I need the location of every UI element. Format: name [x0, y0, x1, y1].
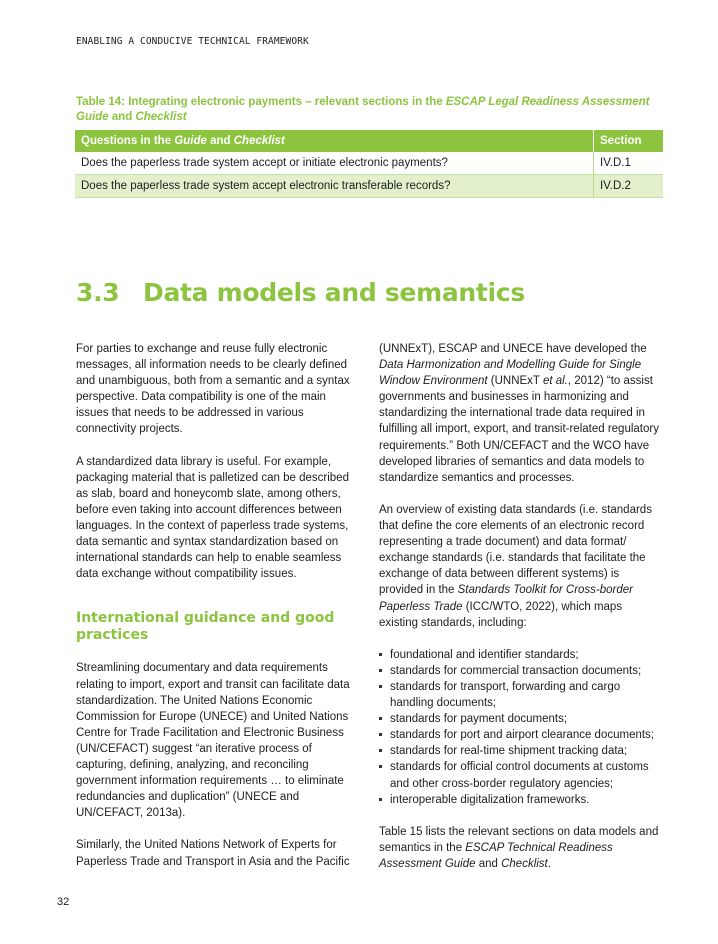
- list-item: standards for payment documents;: [379, 711, 661, 727]
- question-cell: Does the paperless trade system accept electronic transferable records?: [75, 175, 594, 198]
- list-item: standards for official control documents at customs and other cross-border regulatory agencies;: [379, 759, 661, 791]
- readiness-table: [75, 130, 663, 198]
- subheading: International guidance and good practices: [76, 610, 335, 644]
- list-item: standards for port and airport clearance documents;: [379, 727, 661, 743]
- paragraph: Table 15 lists the relevant sections on data models and semantics in the ESCAP Technical Readiness Assessment Guide and Checklist.: [379, 825, 659, 870]
- table-caption: Table 14: Integrating electronic payments – relevant sections in the ESCAP Legal Readiness Assessment Guide and Checklist: [76, 96, 650, 123]
- right-column: [379, 341, 661, 888]
- list-item: foundational and identifier standards;: [379, 647, 661, 663]
- section-number: 3.3: [76, 278, 120, 307]
- page-number: 32: [57, 896, 70, 908]
- list-item: standards for transport, forwarding and cargo handling documents;: [379, 679, 661, 711]
- paragraph: (UNNExT), ESCAP and UNECE have developed the Data Harmonization and Modelling Guide for Single Window Environment (UNNExT et al., 2012) “to assist governments and businesses in harmonizing and standardizing the international trade data required in fulfilling all import, export, and transit-related regulatory requirements.” Both UN/CEFACT and the WCO have developed libraries of semantics and data models to standardize semantics and processes.: [379, 343, 659, 484]
- table-row: [75, 175, 663, 198]
- list-item: standards for commercial transaction documents;: [379, 663, 661, 679]
- list-item: standards for real-time shipment tracking data;: [379, 743, 661, 759]
- header-section: Section: [594, 130, 664, 152]
- list-item: interoperable digitalization frameworks.: [379, 792, 661, 808]
- running-head: ENABLING A CONDUCIVE TECHNICAL FRAMEWORK: [76, 36, 309, 47]
- paragraph: An overview of existing data standards (i.e. standards that define the core elements of an electronic record representing a trade document) and data format/ exchange standards (i.e. standards that facilitate the exchange of data between different systems) is provided in the Standards Toolkit for Cross-border Paperless Trade (ICC/WTO, 2022), which maps existing standards, including:: [379, 503, 652, 629]
- paragraph: Similarly, the United Nations Network of Experts for Paperless Trade and Transport in Asia and the Pacific: [76, 839, 350, 868]
- table-row: [75, 152, 663, 175]
- standards-list: [379, 647, 661, 808]
- question-cell: Does the paperless trade system accept or initiate electronic payments?: [75, 152, 594, 175]
- section-cell: IV.D.2: [594, 175, 664, 198]
- paragraph: For parties to exchange and reuse fully electronic messages, all information needs to be clearly defined and unambiguous, both from a semantic and a syntax perspective. Data compatibility is one of the main issues that needs to be addressed in various connectivity projects.: [76, 343, 350, 436]
- paragraph: A standardized data library is useful. For example, packaging material that is palletized can be described as slab, board and honeycomb slate, among others, before even taking into account differences between languages. In the context of paperless trade systems, data semantic and syntax standardization based on international standards can help to enable seamless data exchange without compatibility issues.: [76, 455, 349, 581]
- section-title: Data models and semantics: [143, 278, 525, 307]
- header-questions: Questions in the Guide and Checklist: [75, 130, 594, 152]
- section-heading: [76, 278, 525, 307]
- table-header-row: [75, 130, 663, 152]
- left-column: [76, 341, 358, 886]
- paragraph: Streamlining documentary and data requirements relating to import, export and transit can facilitate data standardization. The United Nations Economic Commission for Europe (UNECE) and United Nations Centre for Trade Facilitation and Electronic Business (UN/CEFACT) suggest “an iterative process of capturing, defining, analyzing, and reconciling government information requirements … to eliminate redundancies and duplication” (UNECE and UN/CEFACT, 2013a).: [76, 662, 350, 820]
- section-cell: IV.D.1: [594, 152, 664, 175]
